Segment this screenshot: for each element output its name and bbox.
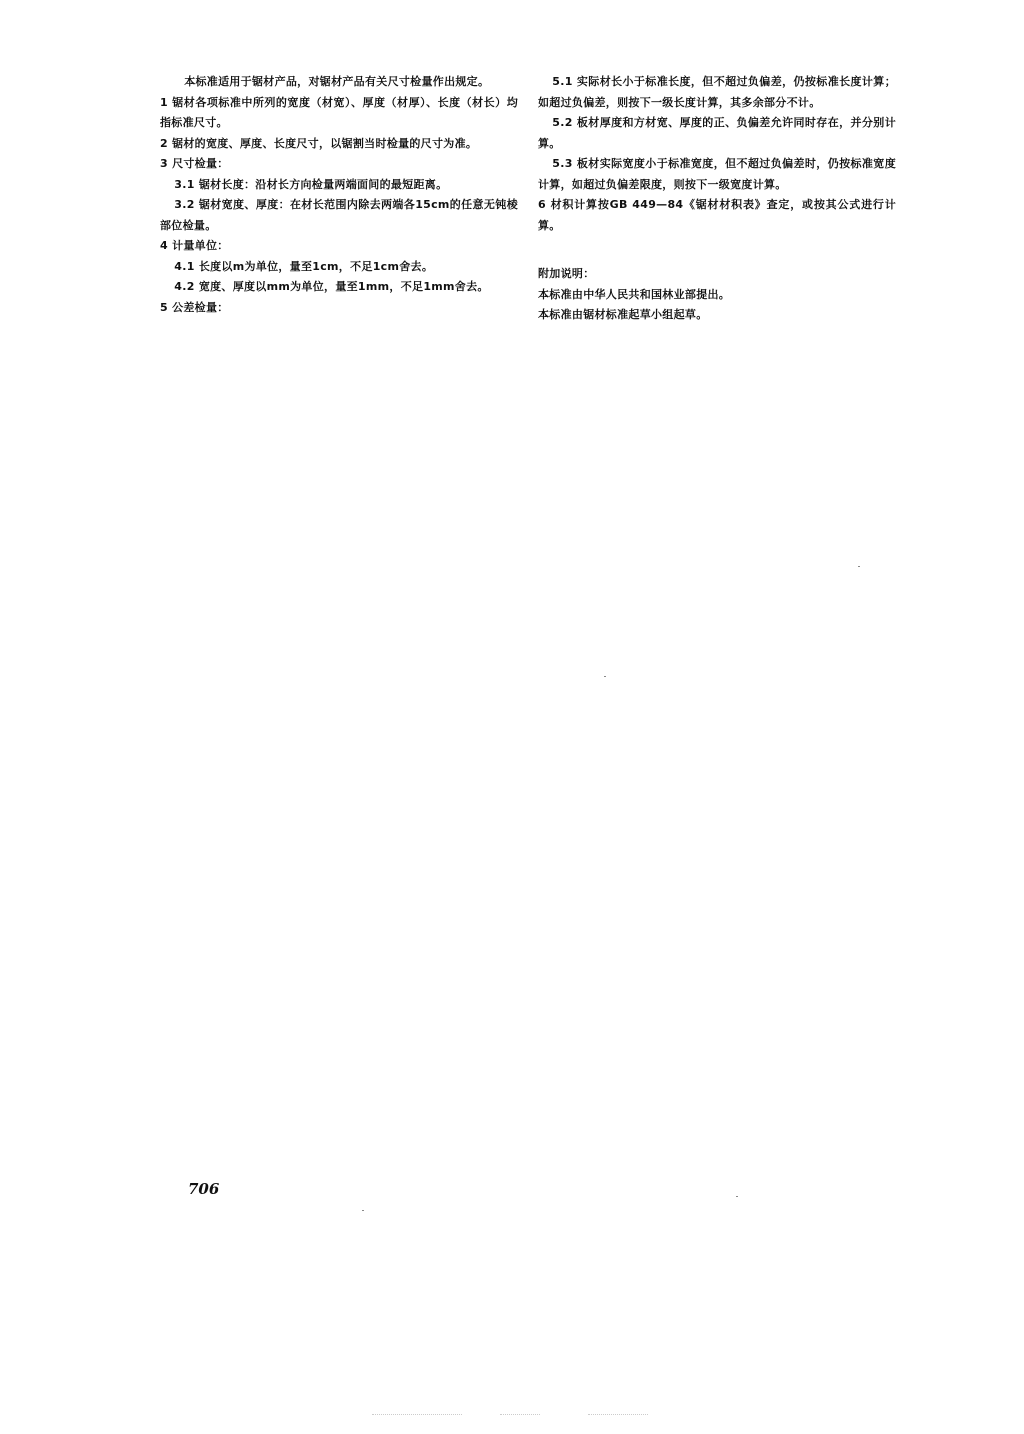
clause-5-2: 5.2 板材厚度和方材宽、厚度的正、负偏差允许同时存在，并分别计算。	[538, 116, 896, 150]
clause-3-heading: 3 尺寸检量：	[160, 157, 229, 170]
page-number: 706	[188, 1180, 220, 1198]
scan-speck	[858, 566, 860, 567]
clause-5-heading: 5 公差检量：	[160, 300, 229, 314]
clause-1: 1 锯材各项标准中所列的宽度（材宽）、厚度（材厚）、长度（材长）均指标准尺寸。	[160, 95, 518, 129]
left-column	[160, 72, 518, 318]
clause-5-3: 5.3 板材实际宽度小于标准宽度，但不超过负偏差时，仍按标准宽度计算，如超过负偏差限度，则按下一级宽度计算。	[538, 157, 896, 191]
clause-6: 6 材积计算按GB 449—84《锯材材积表》查定，或按其公式进行计算。	[538, 198, 896, 232]
additional-notes-title: 附加说明：	[538, 267, 595, 280]
clause-3-2: 3.2 锯材宽度、厚度：在材长范围内除去两端各15cm的任意无钝棱部位检量。	[160, 198, 518, 232]
scan-noise	[588, 1414, 648, 1419]
scan-noise	[500, 1414, 540, 1419]
scan-noise	[372, 1414, 462, 1419]
clause-4-2: 4.2 宽度、厚度以mm为单位，量至1mm，不足1mm舍去。	[174, 280, 489, 293]
intro-paragraph: 本标准适用于锯材产品，对锯材产品有关尺寸检量作出规定。	[184, 75, 490, 88]
clause-4-1: 4.1 长度以m为单位，量至1cm，不足1cm舍去。	[174, 259, 434, 273]
scan-speck	[362, 1210, 364, 1211]
clause-5-1: 5.1 实际材长小于标准长度，但不超过负偏差，仍按标准长度计算；如超过负偏差，则按下一级长度计算，其多余部分不计。	[538, 75, 896, 109]
additional-note-line: 本标准由锯材标准起草小组起草。	[538, 308, 708, 321]
clause-3-1: 3.1 锯材长度：沿材长方向检量两端面间的最短距离。	[174, 177, 448, 191]
scan-speck	[604, 676, 606, 677]
right-column	[538, 72, 896, 326]
clause-4-heading: 4 计量单位：	[160, 239, 229, 252]
section-spacer	[538, 236, 896, 264]
additional-note-line: 本标准由中华人民共和国林业部提出。	[538, 287, 731, 301]
scan-speck	[736, 1196, 738, 1197]
clause-2: 2 锯材的宽度、厚度、长度尺寸，以锯割当时检量的尺寸为准。	[160, 136, 478, 150]
